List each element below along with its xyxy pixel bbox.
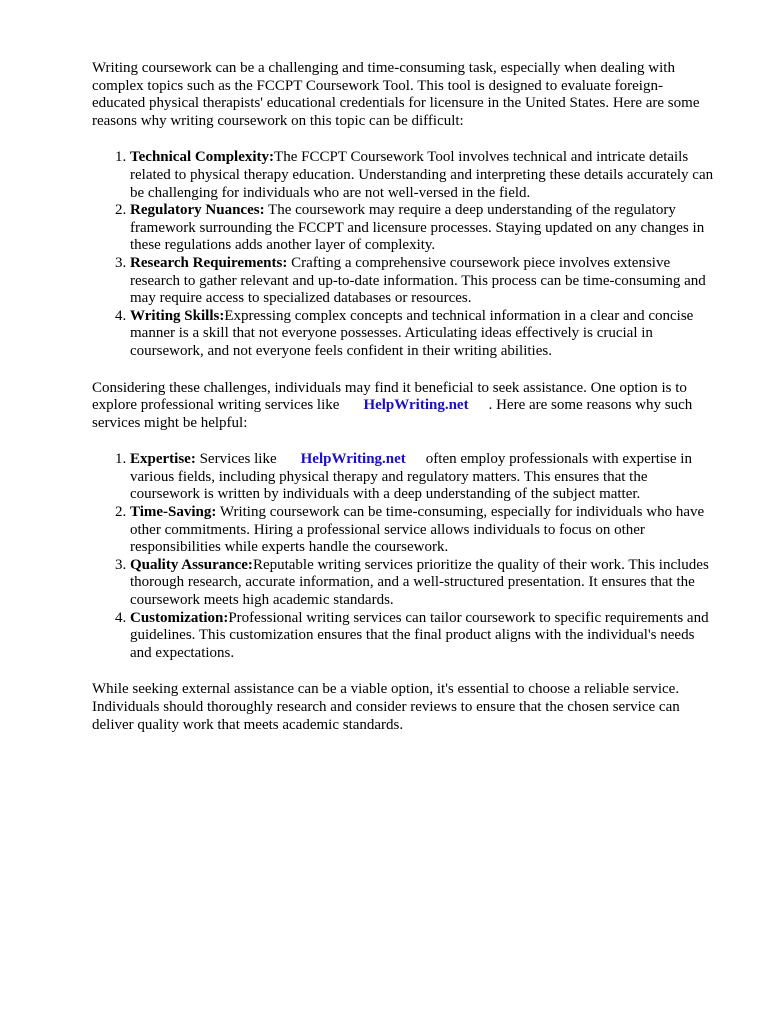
list-item-term: Writing Skills: bbox=[130, 307, 225, 324]
considering-text-before: Considering these challenges, individuals may find it beneficial to seek assistance. One option is to explore professional writing services like bbox=[92, 379, 687, 414]
challenges-list bbox=[92, 149, 714, 360]
list-item bbox=[130, 610, 714, 663]
list-item-text-before: Services like bbox=[195, 451, 277, 468]
list-item bbox=[130, 202, 714, 255]
list-item bbox=[130, 149, 714, 202]
list-item-term: Regulatory Nuances: bbox=[130, 202, 265, 219]
list-item-term: Quality Assurance: bbox=[130, 556, 253, 573]
list-item-text: often employ professionals with expertise in various fields, including physical therapy and regulatory matters. This ensures that the coursework is written by individuals with a deep understanding of the subject matter. bbox=[130, 451, 692, 503]
helpwriting-link[interactable]: HelpWriting.net bbox=[363, 397, 469, 414]
considering-text-after: . Here are some reasons why such services might be helpful: bbox=[92, 397, 693, 431]
list-item-text: The FCCPT Coursework Tool involves technical and intricate details related to physical therapy education. Understanding and interpreting these details accurately can be challenging for individuals who are not well-versed in the field. bbox=[130, 149, 714, 201]
list-item-term: Research Requirements: bbox=[130, 254, 288, 271]
list-item-text: Crafting a comprehensive coursework piece involves extensive research to gather relevant and up-to-date information. This process can be time-consuming and may require access to specialized databases or resources. bbox=[130, 254, 706, 307]
list-item-term: Time-Saving: bbox=[130, 504, 217, 521]
list-item-term: Expertise: bbox=[130, 451, 196, 468]
list-item bbox=[130, 557, 714, 610]
list-item bbox=[130, 504, 714, 557]
list-item bbox=[130, 255, 714, 308]
list-item-text: The coursework may require a deep understanding of the regulatory framework surrounding the FCCPT and licensure processes. Staying updated on any changes in these regulations adds another layer of complexity. bbox=[130, 202, 705, 254]
list-item-text: Professional writing services can tailor coursework to specific requirements and guidelines. This customization ensures that the final product aligns with the individual's needs and expectations. bbox=[130, 609, 709, 661]
list-item bbox=[130, 451, 714, 504]
list-item-term: Technical Complexity: bbox=[130, 149, 275, 166]
considering-paragraph bbox=[92, 380, 714, 433]
list-item-text: Writing coursework can be time-consuming, especially for individuals who have other commitments. Hiring a professional service allows individuals to focus on other responsibilities while experts handle the coursework. bbox=[130, 504, 705, 556]
intro-paragraph: Writing coursework can be a challenging and time-consuming task, especially when dealing with complex topics such as the FCCPT Coursework Tool. This tool is designed to evaluate foreign-educated physical therapists' educational credentials for licensure in the United States. Here are some reasons why writing coursework on this topic can be difficult: bbox=[92, 60, 700, 129]
list-item bbox=[130, 308, 714, 361]
list-item-text: Reputable writing services prioritize the quality of their work. This includes thorough research, accurate information, and a well-structured presentation. It ensures that the coursework meets high academic standards. bbox=[130, 556, 709, 609]
list-item-text: Expressing complex concepts and technical information in a clear and concise manner is a skill that not everyone possesses. Articulating ideas effectively is crucial in coursework, and not everyone feels confident in their writing abilities. bbox=[130, 307, 694, 359]
closing-paragraph: While seeking external assistance can be a viable option, it's essential to choose a reliable service. Individuals should thoroughly research and consider reviews to ensure that the chosen service can deliver quality work that meets academic standards. bbox=[92, 681, 680, 733]
benefits-list bbox=[92, 451, 714, 662]
helpwriting-link[interactable]: HelpWriting.net bbox=[300, 451, 406, 468]
list-item-term: Customization: bbox=[130, 609, 229, 626]
document-page bbox=[92, 60, 714, 734]
